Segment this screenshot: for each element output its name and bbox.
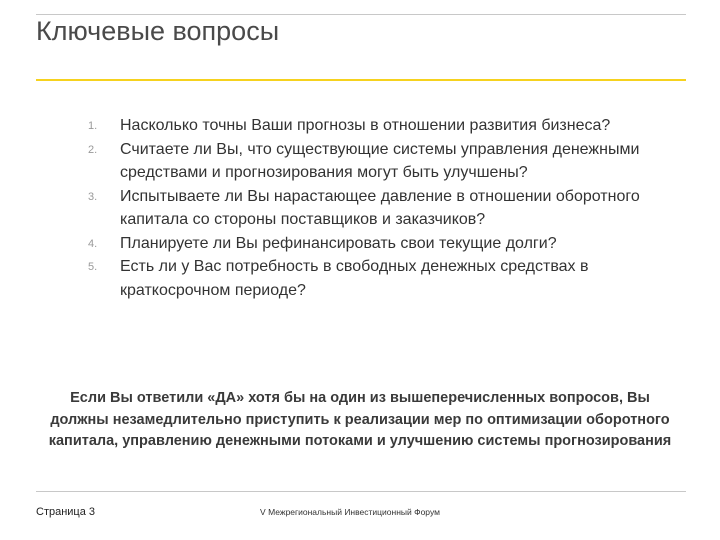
list-item-text: Насколько точны Ваши прогнозы в отношении развития бизнеса? xyxy=(120,117,611,134)
list-item xyxy=(88,255,688,302)
list-item xyxy=(88,232,688,256)
page-number: Страница 3 xyxy=(36,506,96,518)
list-item-text: Испытываете ли Вы нарастающее давление в отношении оборотного капитала со стороны поставщиков и заказчиков? xyxy=(120,187,640,228)
top-divider xyxy=(36,14,686,15)
list-item-number: 1. xyxy=(88,120,98,132)
list-item-number: 3. xyxy=(88,190,98,203)
page-title: Ключевые вопросы xyxy=(36,16,280,46)
list-item-text: Планируете ли Вы рефинансировать свои текущие долги? xyxy=(120,234,557,252)
title-accent-rule xyxy=(36,79,686,81)
list-item-number: 4. xyxy=(88,237,98,250)
list-item xyxy=(88,185,688,232)
footer-forum-name: V Межрегиональный Инвестиционный Форум xyxy=(260,507,440,517)
footer-divider xyxy=(36,491,686,492)
list-item xyxy=(88,114,688,138)
question-list xyxy=(88,114,688,302)
list-item-text: Считаете ли Вы, что существующие системы управления денежными средствами и прогнозирования могут быть улучшены? xyxy=(120,140,640,181)
list-item-text: Есть ли у Вас потребность в свободных денежных средствах в краткосрочном периоде? xyxy=(120,258,589,299)
list-item-number: 2. xyxy=(88,143,98,156)
list-item-number: 5. xyxy=(88,261,98,273)
list-item xyxy=(88,138,688,185)
conclusion-text: Если Вы ответили «ДА» хотя бы на один из вышеперечисленных вопросов, Вы должны незамедлительно приступить к реализации мер по оптимизации оборотного капитала, управлению денежными потоками и улучшению системы прогнозирования xyxy=(48,390,672,449)
